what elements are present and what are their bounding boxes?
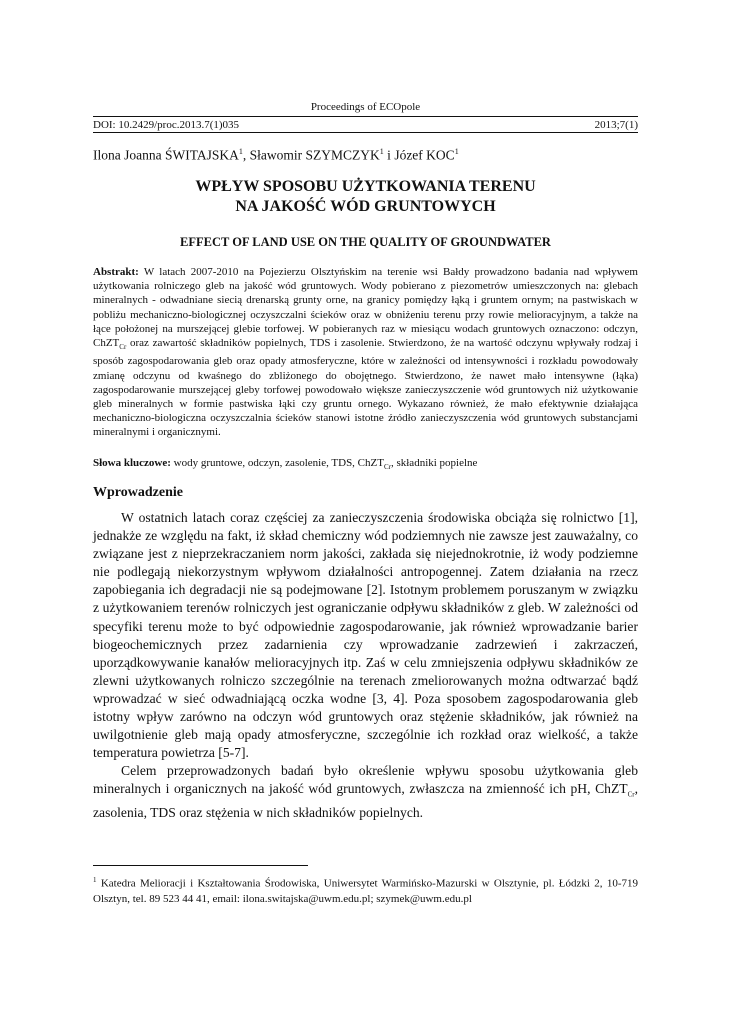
- paragraph-2: [93, 762, 638, 822]
- author-1: Ilona Joanna ŚWITAJSKA: [93, 147, 239, 163]
- footnote-rule: [93, 865, 308, 866]
- author-3-affiliation: 1: [454, 147, 459, 156]
- author-separator-1: ,: [242, 147, 250, 163]
- journal-name: Proceedings of ECOpole: [310, 101, 421, 113]
- title-polish-line-2: NA JAKOŚĆ WÓD GRUNTOWYCH: [235, 198, 496, 215]
- doi: DOI: 10.2429/proc.2013.7(1)035: [93, 119, 240, 131]
- header-rule-bottom: [93, 132, 638, 133]
- paragraph-2-text-1: Celem przeprowadzonych badań było określenie wpływu sposobu użytkowania gleb mineralnych i organicznych na jakość wód gruntowych, zwłaszcza na zmienność ich pH, ChZT: [93, 763, 638, 797]
- author-2: Sławomir SZYMCZYK: [249, 147, 380, 163]
- author-1-affiliation: 1: [238, 147, 243, 156]
- footnote-text: Katedra Melioracji i Kształtowania Środowiska, Uniwersytet Warmińsko-Mazurski w Olsztynie, pl. Łódzki 2, 10-719 Olsztyn, tel. 89 523 44 41, email: ilona.switajska@uwm.edu.pl; szymek@uwm.edu.pl: [93, 877, 638, 905]
- authors: [93, 147, 459, 164]
- abstract: [93, 265, 638, 440]
- section-heading: Wprowadzenie: [93, 485, 183, 500]
- abstract-text-1: W latach 2007-2010 na Pojezierzu Olsztyńskim na terenie wsi Bałdy prowadzono badania nad wpływem użytkowania rolniczego gleb na jakość wód gruntowych. Wody pobierano z piezometrów umieszczonych na: glebach mineralnych - odwadniane siecią drenarską grunty orne, na granicy pomiędzy łąką i gruntem ornym; na pastwiskach w pobliżu mechaniczno-biologicznej oczyszczalni ścieków oraz w obniżeniu terenu przy rowie melioracyjnym, a także na łące położonej na murszejącej glebie torfowej. W pobieranych raz w miesiącu wodach gruntowych oznaczono: odczyn, ChZT: [93, 266, 638, 350]
- abstract-label: Abstrakt:: [93, 266, 139, 278]
- footnote: [93, 873, 638, 907]
- title-english: EFFECT OF LAND USE ON THE QUALITY OF GROUNDWATER: [180, 235, 551, 249]
- footnote-marker: 1: [93, 876, 97, 884]
- author-separator-2: i: [383, 147, 395, 163]
- header-rule-top: [93, 116, 638, 117]
- title-polish: [93, 177, 638, 217]
- abstract-text-2: oraz zawartość składników popielnych, TDS i zasolenie. Stwierdzono, że na wartość odczynu wpływały rodzaj i sposób zagospodarowania gleb oraz opady atmosferyczne, które w zależności od intensywności i rozkładu powodowały zmianę odczynu od kwaśnego do zbliżonego do obojętnego. Stwierdzono, że nawet mało intensywne (łąka) zagospodarowanie murszejącej gleby torfowej powodowało większe zanieczyszczenie wód gruntowych niż użytkowanie gleb mineralnych w formie pastwiska łąki czy gruntu ornego. Wykazano również, że mało efektywnie działająca mechaniczno-biologiczna oczyszczalnia ścieków stanowi istotne źródło zanieczyszczenia wód gruntowych substancjami mineralnymi i organicznymi.: [93, 337, 638, 439]
- paragraph-2-text-2: , zasolenia, TDS oraz stężenia w nich składników popielnych.: [93, 781, 638, 821]
- volume: 2013;7(1): [594, 119, 638, 131]
- author-2-affiliation: 1: [379, 147, 384, 156]
- section-body: [93, 509, 638, 822]
- abstract-subscript: Cr: [119, 343, 127, 352]
- paragraph-1: W ostatnich latach coraz częściej za zanieczyszczenia środowiska obciąża się rolnictwo [1], jednakże ze względu na fakt, iż skład chemiczny wód podziemnych nie zawsze jest zauważalny, co związane jest z nieprzekraczaniem norm jakości, zakłada się niejednokrotnie, iż wody podziemne nie podlegają niekorzystnym wpływom działalności antropogennej. Zatem działania na rzecz zapobiegania ich degradacji nie są podejmowane [2]. Istotnym problemem poruszanym w związku z użytkowaniem terenów rolniczych jest ograniczanie odpływu składników z gleb. W zależności od specyfiki terenu może to być odpowiednie zagospodarowanie, jak również wprowadzanie barier biogeochemicznych przez zadarnienia czy wprowadzanie zadrzewień i zakrzaczeń, uporządkowywanie kanałów melioracyjnych itp. Zaś w celu zmniejszenia odpływu składników ze zlewni użytkowanych rolniczo szczególnie na terenach zmeliorowanych można odtwarzać bądź wprowadzać w sieć odwadniającą oczka wodne [3, 4]. Poza sposobem zagospodarowania gleb istotny wpływ zarówno na odczyn wód gruntowych oraz stężenie składników, jak również na uwilgotnienie gleb mają opady atmosferyczne, szczególnie ich rozkład oraz wielkość, a także temperatura powietrza [5-7].: [93, 510, 638, 761]
- keywords-text-2: , składniki popielne: [390, 457, 478, 469]
- keywords: [93, 457, 638, 471]
- paragraph-2-subscript: Cr: [627, 791, 635, 800]
- keywords-label: Słowa kluczowe:: [93, 457, 171, 469]
- title-polish-line-1: WPŁYW SPOSOBU UŻYTKOWANIA TERENU: [195, 178, 536, 195]
- author-3: Józef KOC: [394, 147, 455, 163]
- keywords-text-1: wody gruntowe, odczyn, zasolenie, TDS, ChZT: [170, 457, 384, 469]
- keywords-subscript: Cr: [383, 463, 391, 472]
